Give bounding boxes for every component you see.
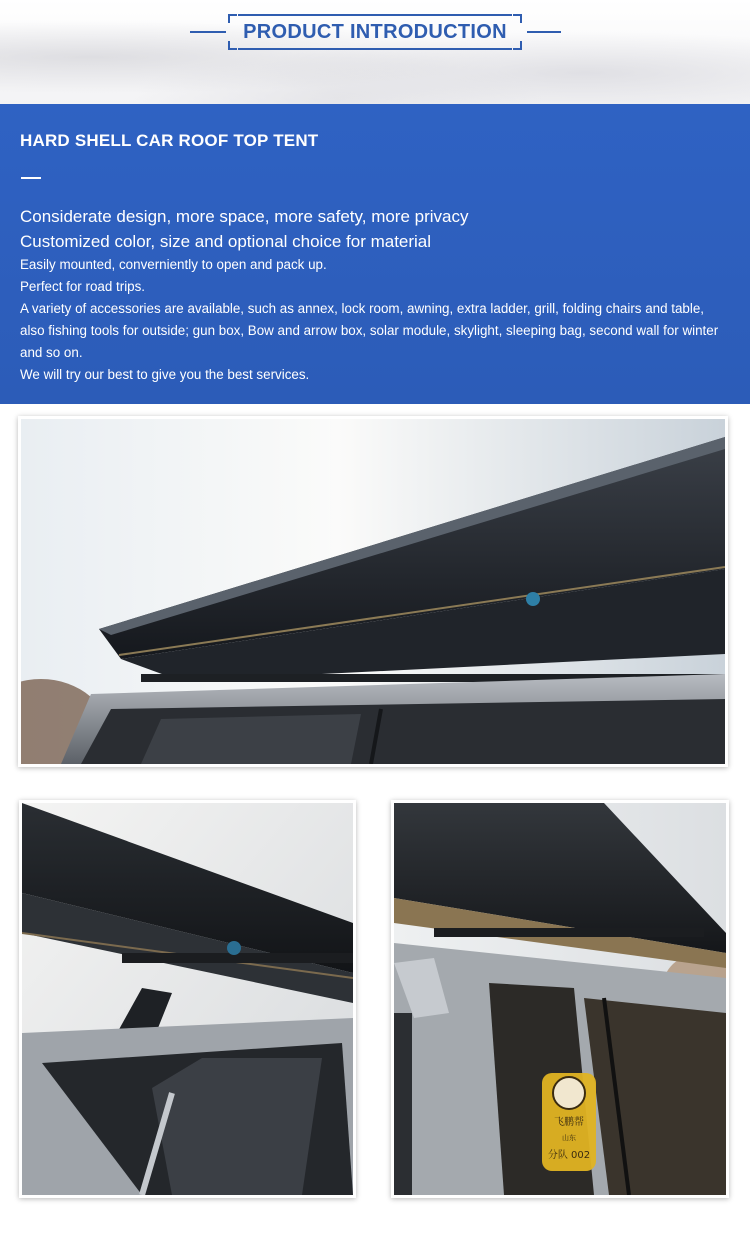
header-right-rule <box>527 31 561 33</box>
header-title-frame <box>228 14 522 50</box>
product-heading: HARD SHELL CAR ROOF TOP TENT <box>20 131 319 150</box>
detail-line: Easily mounted, converniently to open and pack up. <box>20 257 327 272</box>
section-title: PRODUCT INTRODUCTION <box>243 21 507 43</box>
roof-rack-closeup-photo <box>19 800 356 1198</box>
detail-line: Perfect for road trips. <box>20 279 146 294</box>
car-rear-tent-photo <box>391 800 729 1198</box>
highlight-line: Customized color, size and optional choice for material <box>20 232 432 251</box>
sticker-text: 分队 002 <box>547 1150 591 1161</box>
product-info-panel <box>0 104 750 404</box>
sticker-text: 飞鹏帮 <box>554 1117 584 1128</box>
rooftop-tent-side-photo <box>18 416 728 767</box>
section-header <box>0 0 750 104</box>
header-left-rule <box>190 31 226 33</box>
detail-paragraph: A variety of accessories are available, such as annex, lock room, awning, extra ladder, grill, folding chairs and table, also fishing tools for outside; gun box, Bow and arrow box, solar module, skylight, sleeping bag, second wall for winter and so on. <box>20 301 719 360</box>
highlight-line: Considerate design, more space, more safety, more privacy <box>20 207 469 226</box>
detail-line: We will try our best to give you the best services. <box>20 367 310 382</box>
sticker-text: 山东 <box>562 1134 576 1142</box>
heading-divider <box>21 177 41 179</box>
